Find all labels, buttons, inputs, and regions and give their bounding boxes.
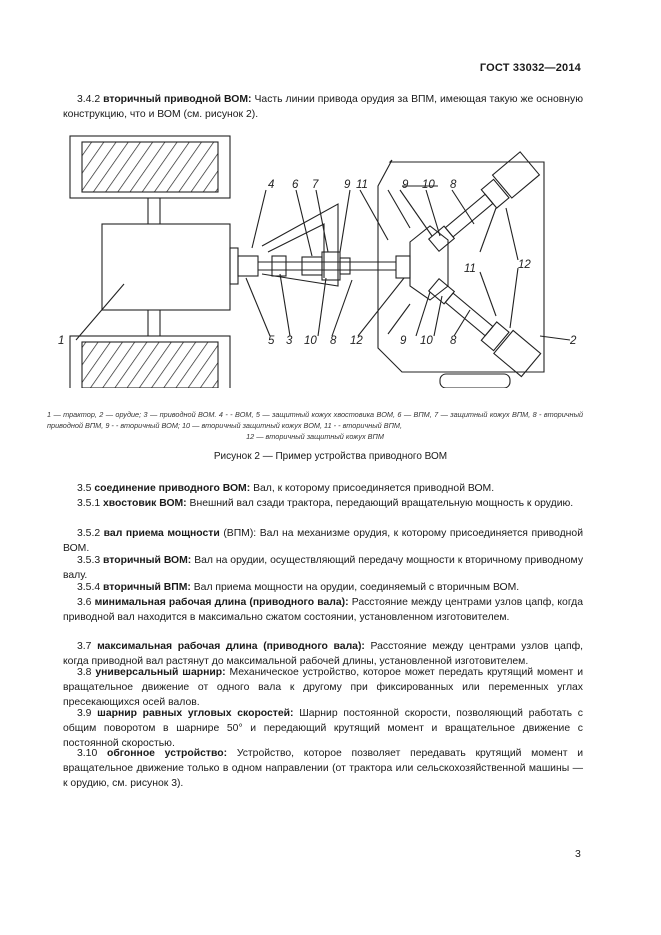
- term-3-8: 3.8 универсальный шарнир: Механическое устройство, которое может передать крутящий момент и вращательное движение от одного вала к другому при фиксированных или переменных углах пресекающихся осей валов.: [63, 667, 583, 708]
- label-1: 1: [58, 335, 65, 347]
- term-3-4-2: 3.4.2 вторичный приводной ВОМ: Часть линии привода орудия за ВПМ, имеющая такую же основную конструкцию, что и ВОМ (см. рисунок 2).: [63, 94, 583, 120]
- term-3-6: 3.6 минимальная рабочая длина (приводного вала): Расстояние между центрами узлов цапф, когда приводной вал находится в максимально сжатом состоянии, установленном изготовителем.: [63, 597, 583, 623]
- label-8-b: 8: [330, 335, 337, 347]
- term-3-5-4: 3.5.4 вторичный ВПМ: Вал приема мощности на орудии, соединяемый с вторичным ВОМ.: [77, 582, 520, 593]
- term-3-5: 3.5 соединение приводного ВОМ: Вал, к которому присоединяется приводной ВОМ.: [77, 483, 495, 494]
- page-number: 3: [575, 848, 581, 860]
- term-definition: Часть линии привода орудия за ВПМ, имеющая такую же основную конструкцию, что и ВОМ (см. рисунок 2).: [63, 94, 583, 120]
- label-8-c: 8: [450, 335, 457, 347]
- pto-diagram: [40, 128, 620, 388]
- label-6: 6: [292, 179, 299, 191]
- figure-caption: Рисунок 2 — Пример устройства приводного ВОМ: [213, 451, 448, 462]
- gearbox: [410, 226, 448, 300]
- label-5: 5: [268, 335, 275, 347]
- term-3-5-1: 3.5.1 хвостовик ВОМ: Внешний вал сзади трактора, передающий вращательную мощность к орудию.: [77, 498, 574, 509]
- label-9-a: 9: [344, 179, 351, 191]
- label-3: 3: [286, 335, 293, 347]
- term-3-5-2: 3.5.2 вал приема мощности (ВПМ): Вал на механизме орудия, к которому присоединяется приводной ВОМ.: [63, 528, 583, 554]
- term-3-5-3: 3.5.3 вторичный ВОМ: Вал на орудии, осуществляющий передачу мощности к вторичному приводному валу.: [63, 555, 584, 581]
- tractor-body: [102, 224, 230, 310]
- figure-legend: 1 — трактор, 2 — орудие; 3 — приводной ВОМ. 4 - - ВОМ, 5 — защитный кожух хвостовика ВОМ, 6 — ВПМ, 7 — защитный кожух ВПМ, 8 - вторичный приводной ВПМ, 9 - - вторичный ВОМ; 10 — вторичный защитный кожух ВОМ, 11 - - вторичный ВПМ, 12 — вторичный защитный кожух ВПМ: [47, 410, 583, 441]
- label-10-b: 10: [304, 335, 317, 347]
- document-code: ГОСТ 33032—2014: [479, 62, 581, 74]
- label-11-b: 11: [464, 263, 476, 275]
- term-name: вторичный приводной ВОМ:: [103, 94, 252, 105]
- term-3-7: 3.7 максимальная рабочая длина (приводного вала): Расстояние между центрами узлов цапф, когда приводной вал растянут до максимальной рабочей длины, установленной изготовителем.: [63, 641, 584, 667]
- label-12-a: 12: [350, 335, 363, 347]
- term-3-9: 3.9 шарнир равных угловых скоростей: Шарнир постоянной скорости, позволяющий работать с общим поворотом в шарнире 50° и передающий крутящий момент и вращательное движение с постоянной скоростью.: [63, 708, 583, 749]
- label-7: 7: [312, 179, 319, 191]
- label-10-a: 10: [422, 179, 435, 191]
- label-4: 4: [268, 179, 275, 191]
- label-9-b: 9: [402, 179, 409, 191]
- pim-joint: [322, 252, 340, 280]
- label-2: 2: [570, 335, 577, 347]
- label-9-c: 9: [400, 335, 407, 347]
- term-3-10: 3.10 обгонное устройство: Устройство, которое позволяет передавать крутящий момент и вращательное движение только в одном направлении (от трактора или сельскохозяйственной машины — к орудию, см. рисунок 3).: [63, 748, 584, 789]
- label-10-c: 10: [420, 335, 433, 347]
- label-11-a: 11: [356, 179, 368, 191]
- label-12-b: 12: [518, 259, 531, 271]
- label-8-a: 8: [450, 179, 457, 191]
